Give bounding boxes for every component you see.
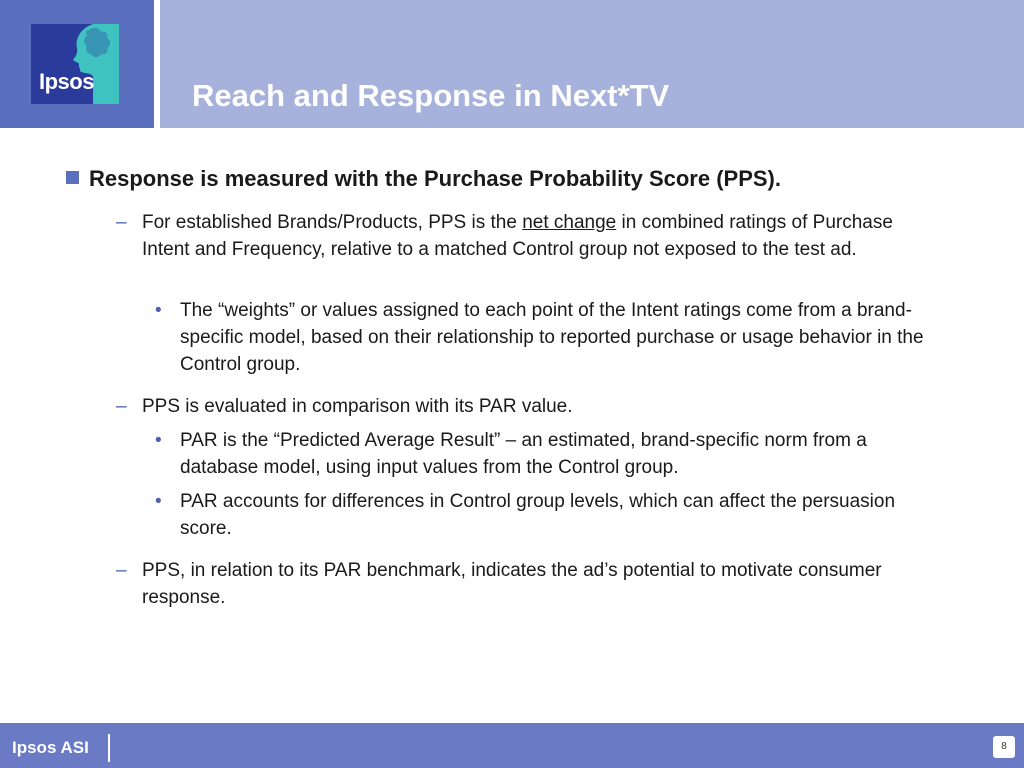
sub-point-1-text [142, 209, 926, 263]
dash-icon: – [116, 212, 127, 233]
sub-point-2-bullet-1 [155, 427, 925, 481]
main-bullet [66, 164, 946, 194]
dash-icon: – [116, 560, 127, 581]
sub-point-2-bullet-2 [155, 488, 925, 542]
dot-bullet-icon: • [155, 430, 162, 451]
bullet-text: The “weights” or values assigned to each point of the Intent ratings come from a brand-specific model, based on their relationship to reported purchase or usage behavior in the Control group. [180, 300, 924, 375]
footer-divider [108, 734, 110, 762]
sub-point-1-bullet-1 [155, 297, 925, 378]
bullet-text: PAR is the “Predicted Average Result” – an estimated, brand-specific norm from a database model, using input values from the Control group. [180, 430, 867, 478]
dot-bullet-icon: • [155, 300, 162, 321]
sub-point-1-underlined: net change [522, 212, 617, 233]
page-number: 8 [993, 736, 1015, 758]
dot-bullet-icon: • [155, 491, 162, 512]
sub-point-1-post: in combined ratings of Purchase Intent and Frequency, relative to a matched Control group not exposed to the test ad. [142, 212, 893, 260]
dash-icon: – [116, 396, 127, 417]
sub-point-1 [116, 209, 926, 263]
square-bullet-icon [66, 171, 79, 184]
footer-bar [0, 723, 1024, 768]
bullet-text: PAR accounts for differences in Control group levels, which can affect the persuasion score. [180, 491, 896, 539]
sub-point-2 [116, 393, 926, 420]
footer-brand: Ipsos ASI [12, 738, 89, 757]
sub-point-2-text: PPS is evaluated in comparison with its PAR value. [142, 396, 573, 417]
logo-wordmark: Ipsos [39, 69, 94, 94]
sub-point-1-pre: For established Brands/Products, PPS is the [142, 212, 523, 233]
page-title: Reach and Response in Next*TV [192, 78, 670, 113]
main-bullet-text: Response is measured with the Purchase Probability Score (PPS). [89, 166, 781, 191]
sub-point-3 [116, 557, 926, 611]
sub-point-3-text: PPS, in relation to its PAR benchmark, indicates the ad’s potential to motivate consumer response. [142, 560, 882, 608]
